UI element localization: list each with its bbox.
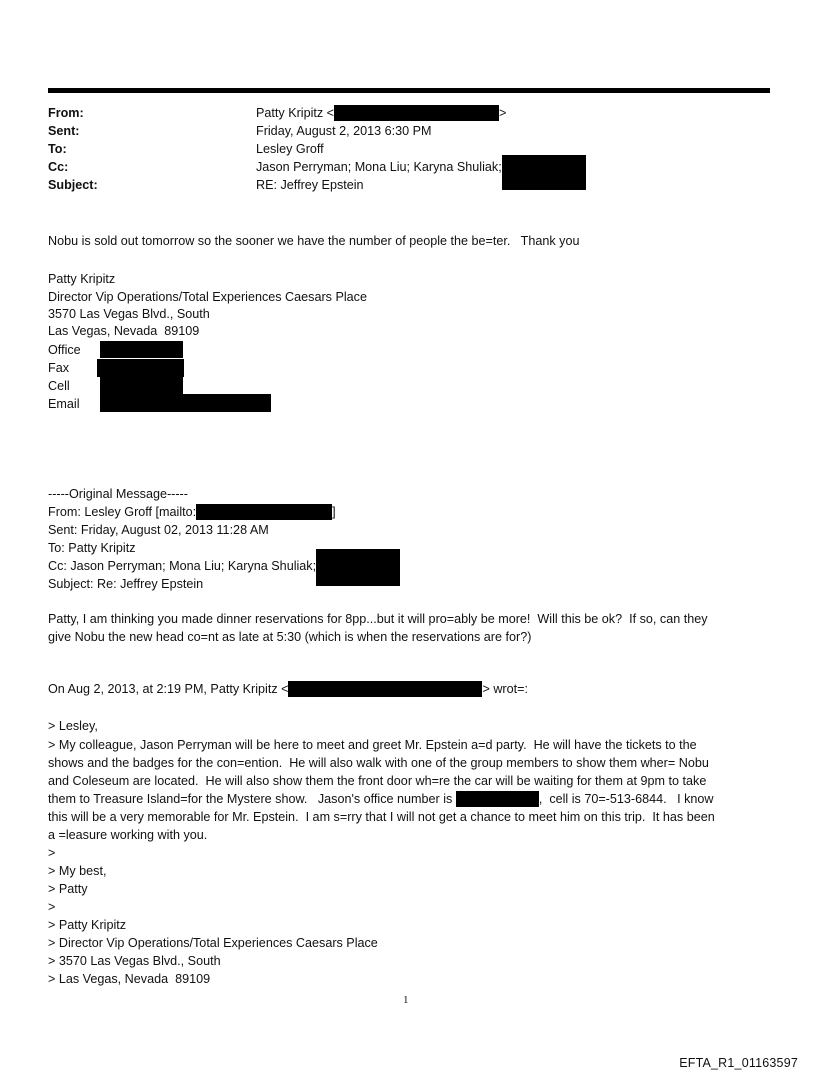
signature-cell: Cell bbox=[48, 379, 70, 393]
quote-line: > bbox=[48, 900, 56, 914]
signature-office: Office bbox=[48, 343, 81, 357]
redaction bbox=[97, 359, 184, 377]
quote-line: > 3570 Las Vegas Blvd., South bbox=[48, 954, 221, 968]
quote-line: > Director Vip Operations/Total Experiences Caesars Place bbox=[48, 936, 378, 950]
original-to: To: Patty Kripitz bbox=[48, 541, 136, 555]
quote-line: > Patty Kripitz bbox=[48, 918, 127, 932]
quote-line: > Las Vegas, Nevada 89109 bbox=[48, 972, 211, 986]
redaction bbox=[100, 341, 183, 358]
signature-fax: Fax bbox=[48, 361, 69, 375]
quote-line: > My best, bbox=[48, 864, 107, 878]
original-from-close: ] bbox=[332, 505, 336, 519]
original-divider: -----Original Message----- bbox=[48, 487, 188, 501]
quote-intro: On Aug 2, 2013, at 2:19 PM, Patty Kripitz < bbox=[48, 682, 289, 696]
signature-email: Email bbox=[48, 397, 80, 411]
redaction bbox=[316, 549, 400, 586]
quote-line-office bbox=[48, 790, 714, 808]
body-text: Nobu is sold out tomorrow so the sooner we have the number of people the be=ter. Thank you bbox=[48, 234, 580, 248]
quote-intro-line bbox=[48, 680, 528, 698]
quote-line: > Patty bbox=[48, 882, 88, 896]
quote-line: > bbox=[48, 846, 56, 860]
quote-line: them to Treasure Island=for the Mystere show. Jason's office number is bbox=[48, 792, 453, 806]
from-line bbox=[256, 104, 506, 122]
quote-line: this will be a very memorable for Mr. Epstein. I am s=rry that I will not get a chance to meet him on this trip. It has been bbox=[48, 810, 715, 824]
redaction bbox=[456, 791, 539, 807]
signature-line: Las Vegas, Nevada 89109 bbox=[48, 324, 200, 338]
to-value: Lesley Groff bbox=[256, 142, 324, 156]
original-cc-line bbox=[48, 557, 400, 575]
quote-cell-text: , cell is 70=-513-6844. I know bbox=[538, 792, 714, 806]
header-rule bbox=[48, 88, 770, 93]
original-from: From: Lesley Groff [mailto: bbox=[48, 505, 197, 519]
sent-label: Sent: bbox=[48, 124, 80, 138]
to-label: To: bbox=[48, 142, 67, 156]
original-from-line bbox=[48, 503, 336, 521]
signature-line: Director Vip Operations/Total Experiences Caesars Place bbox=[48, 290, 367, 304]
signature-line: Patty Kripitz bbox=[48, 272, 116, 286]
quote-line: and Coleseum are located. He will also show them the front door wh=re the car will be waiting for them at 9pm to take bbox=[48, 774, 707, 788]
quote-line: a =leasure working with you. bbox=[48, 828, 208, 842]
cc-line bbox=[256, 158, 586, 176]
quote-line: shows and the badges for the con=ention. He will also walk with one of the group members to show them wher= Nobu bbox=[48, 756, 709, 770]
redaction bbox=[502, 155, 586, 190]
redaction bbox=[100, 394, 271, 412]
subject-label: Subject: bbox=[48, 178, 98, 192]
redaction bbox=[100, 377, 183, 394]
quote-line: > Lesley, bbox=[48, 719, 98, 733]
redaction bbox=[334, 105, 499, 121]
original-body-line: Patty, I am thinking you made dinner reservations for 8pp...but it will pro=ably be more! Will this be ok? If so, can they bbox=[48, 612, 708, 626]
sent-value: Friday, August 2, 2013 6:30 PM bbox=[256, 124, 432, 138]
original-sent: Sent: Friday, August 02, 2013 11:28 AM bbox=[48, 523, 269, 537]
page-number: 1 bbox=[403, 994, 409, 1006]
redaction bbox=[288, 681, 482, 697]
quote-intro-end: > wrot=: bbox=[482, 682, 528, 696]
original-cc: Cc: Jason Perryman; Mona Liu; Karyna Shuliak; bbox=[48, 559, 317, 573]
original-subject: Subject: Re: Jeffrey Epstein bbox=[48, 577, 204, 591]
cc-label: Cc: bbox=[48, 160, 69, 174]
from-label: From: bbox=[48, 106, 84, 120]
redaction bbox=[196, 504, 332, 520]
original-body-line: give Nobu the new head co=nt as late at 5:30 (which is when the reservations are for?) bbox=[48, 630, 532, 644]
from-value: Patty Kripitz < bbox=[256, 106, 335, 120]
cc-value: Jason Perryman; Mona Liu; Karyna Shuliak; bbox=[256, 160, 502, 174]
quote-line: > My colleague, Jason Perryman will be here to meet and greet Mr. Epstein a=d party. He will have the tickets to the bbox=[48, 738, 697, 752]
bates-number: EFTA_R1_01163597 bbox=[679, 1056, 798, 1070]
from-close: > bbox=[499, 106, 507, 120]
signature-line: 3570 Las Vegas Blvd., South bbox=[48, 307, 210, 321]
subject-value: RE: Jeffrey Epstein bbox=[256, 178, 364, 192]
